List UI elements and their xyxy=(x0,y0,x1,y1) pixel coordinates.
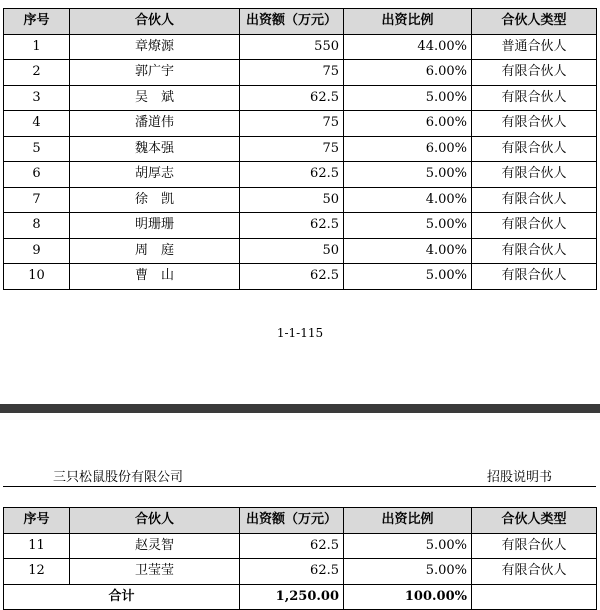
cell-name: 徐 凯 xyxy=(70,187,240,213)
cell-ratio: 6.00% xyxy=(344,60,472,86)
total-row xyxy=(4,584,597,610)
header-amount: 出资额（万元） xyxy=(240,508,344,534)
cell-ratio: 5.00% xyxy=(344,213,472,239)
cell-amount: 550 xyxy=(240,34,344,60)
cell-ratio: 5.00% xyxy=(344,85,472,111)
cell-type: 有限合伙人 xyxy=(472,213,597,239)
cell-type: 普通合伙人 xyxy=(472,34,597,60)
cell-name: 郭广宇 xyxy=(70,60,240,86)
cell-no: 10 xyxy=(4,264,70,290)
cell-type: 有限合伙人 xyxy=(472,60,597,86)
cell-ratio: 4.00% xyxy=(344,187,472,213)
header-amount: 出资额（万元） xyxy=(240,9,344,35)
cell-no: 4 xyxy=(4,111,70,137)
table-row xyxy=(4,238,597,264)
document-title: 招股说明书 xyxy=(486,470,552,485)
cell-name: 周 庭 xyxy=(70,238,240,264)
cell-amount: 75 xyxy=(240,136,344,162)
cell-name: 潘道伟 xyxy=(70,111,240,137)
cell-name: 胡厚志 xyxy=(70,162,240,188)
page-divider xyxy=(0,404,600,413)
cell-type: 有限合伙人 xyxy=(472,264,597,290)
total-ratio: 100.00% xyxy=(344,584,472,610)
cell-name: 曹 山 xyxy=(70,264,240,290)
cell-ratio: 6.00% xyxy=(344,111,472,137)
table-row xyxy=(4,162,597,188)
table-row xyxy=(4,34,597,60)
cell-ratio: 5.00% xyxy=(344,264,472,290)
total-type xyxy=(472,584,597,610)
table-header-row xyxy=(4,9,597,35)
cell-no: 3 xyxy=(4,85,70,111)
partners-table-1 xyxy=(3,8,597,290)
table-header-row xyxy=(4,508,597,534)
cell-amount: 75 xyxy=(240,60,344,86)
cell-no: 6 xyxy=(4,162,70,188)
cell-ratio: 5.00% xyxy=(344,533,472,559)
cell-amount: 62.5 xyxy=(240,162,344,188)
cell-name: 卫莹莹 xyxy=(70,559,240,585)
header-no: 序号 xyxy=(4,9,70,35)
cell-ratio: 4.00% xyxy=(344,238,472,264)
cell-no: 7 xyxy=(4,187,70,213)
header-partner: 合伙人 xyxy=(70,508,240,534)
cell-name: 吴 斌 xyxy=(70,85,240,111)
cell-no: 2 xyxy=(4,60,70,86)
header-partner: 合伙人 xyxy=(70,9,240,35)
table-row xyxy=(4,264,597,290)
cell-type: 有限合伙人 xyxy=(472,136,597,162)
cell-type: 有限合伙人 xyxy=(472,533,597,559)
cell-amount: 50 xyxy=(240,238,344,264)
cell-type: 有限合伙人 xyxy=(472,559,597,585)
header-ratio: 出资比例 xyxy=(344,9,472,35)
cell-amount: 62.5 xyxy=(240,213,344,239)
cell-no: 8 xyxy=(4,213,70,239)
cell-no: 9 xyxy=(4,238,70,264)
table-row xyxy=(4,559,597,585)
partners-table-2 xyxy=(3,507,597,610)
cell-type: 有限合伙人 xyxy=(472,111,597,137)
cell-no: 5 xyxy=(4,136,70,162)
cell-amount: 50 xyxy=(240,187,344,213)
cell-type: 有限合伙人 xyxy=(472,85,597,111)
cell-type: 有限合伙人 xyxy=(472,162,597,188)
cell-type: 有限合伙人 xyxy=(472,187,597,213)
table-row xyxy=(4,533,597,559)
header-type: 合伙人类型 xyxy=(472,508,597,534)
company-name: 三只松鼠股份有限公司 xyxy=(53,470,184,485)
cell-amount: 62.5 xyxy=(240,533,344,559)
cell-type: 有限合伙人 xyxy=(472,238,597,264)
table-row xyxy=(4,187,597,213)
table-row xyxy=(4,85,597,111)
cell-ratio: 44.00% xyxy=(344,34,472,60)
cell-no: 1 xyxy=(4,34,70,60)
header-ratio: 出资比例 xyxy=(344,508,472,534)
cell-amount: 62.5 xyxy=(240,264,344,290)
cell-ratio: 5.00% xyxy=(344,162,472,188)
total-label: 合计 xyxy=(4,584,240,610)
cell-name: 章燎源 xyxy=(70,34,240,60)
cell-ratio: 5.00% xyxy=(344,559,472,585)
page-number: 1-1-115 xyxy=(276,326,324,340)
cell-name: 赵灵智 xyxy=(70,533,240,559)
table-row xyxy=(4,60,597,86)
cell-amount: 62.5 xyxy=(240,85,344,111)
header-no: 序号 xyxy=(4,508,70,534)
table-row xyxy=(4,136,597,162)
cell-no: 12 xyxy=(4,559,70,585)
cell-amount: 62.5 xyxy=(240,559,344,585)
cell-name: 魏本强 xyxy=(70,136,240,162)
cell-ratio: 6.00% xyxy=(344,136,472,162)
cell-no: 11 xyxy=(4,533,70,559)
table-row xyxy=(4,111,597,137)
table-row xyxy=(4,213,597,239)
header-rule xyxy=(3,486,596,487)
cell-amount: 75 xyxy=(240,111,344,137)
cell-name: 明珊珊 xyxy=(70,213,240,239)
total-amount: 1,250.00 xyxy=(240,584,344,610)
header-type: 合伙人类型 xyxy=(472,9,597,35)
